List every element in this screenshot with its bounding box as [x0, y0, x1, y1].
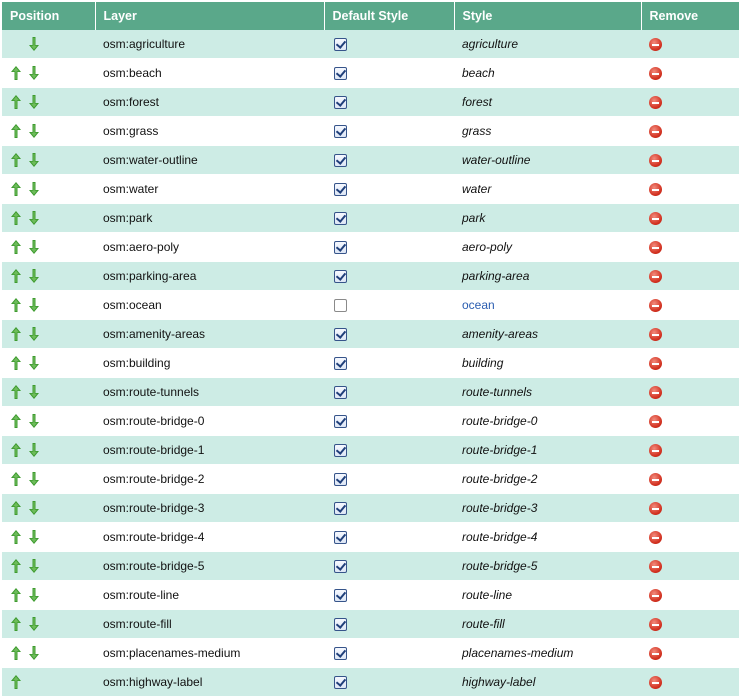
table-row — [2, 88, 739, 117]
down-arrow-icon[interactable] — [29, 240, 39, 254]
down-arrow-icon[interactable] — [29, 617, 39, 631]
up-arrow-icon[interactable] — [11, 66, 21, 80]
style-name: parking-area — [454, 262, 641, 291]
layer-name: osm:forest — [95, 88, 324, 117]
layer-name: osm:amenity-areas — [95, 320, 324, 349]
remove-cell — [641, 581, 739, 610]
default-style-cell — [324, 291, 454, 320]
layer-name: osm:placenames-medium — [95, 639, 324, 668]
table-row — [2, 262, 739, 291]
default-style-cell — [324, 436, 454, 465]
up-arrow-icon[interactable] — [11, 240, 21, 254]
layer-styles-table — [2, 2, 739, 697]
default-style-cell — [324, 668, 454, 697]
remove-icon[interactable] — [649, 241, 662, 254]
default-style-checkbox[interactable] — [334, 618, 347, 631]
layer-name: osm:route-bridge-0 — [95, 407, 324, 436]
default-style-checkbox[interactable] — [334, 560, 347, 573]
table-row — [2, 494, 739, 523]
table-row — [2, 349, 739, 378]
down-arrow-icon[interactable] — [29, 530, 39, 544]
style-name: beach — [454, 59, 641, 88]
remove-icon[interactable] — [649, 502, 662, 515]
layer-name: osm:water-outline — [95, 146, 324, 175]
style-name: grass — [454, 117, 641, 146]
up-arrow-icon[interactable] — [11, 530, 21, 544]
up-arrow-icon[interactable] — [11, 182, 21, 196]
style-name: water-outline — [454, 146, 641, 175]
table-row — [2, 407, 739, 436]
down-arrow-icon[interactable] — [29, 211, 39, 225]
default-style-checkbox[interactable] — [334, 676, 347, 689]
layer-name: osm:agriculture — [95, 30, 324, 59]
table-row — [2, 552, 739, 581]
default-style-checkbox[interactable] — [334, 154, 347, 167]
remove-icon[interactable] — [649, 67, 662, 80]
style-name: agriculture — [454, 30, 641, 59]
remove-cell — [641, 436, 739, 465]
position-cell — [2, 465, 95, 494]
remove-cell — [641, 175, 739, 204]
layer-name: osm:park — [95, 204, 324, 233]
layer-name: osm:grass — [95, 117, 324, 146]
position-cell — [2, 378, 95, 407]
position-cell — [2, 233, 95, 262]
header-style: Style — [454, 2, 641, 30]
down-arrow-icon[interactable] — [29, 327, 39, 341]
default-style-checkbox[interactable] — [334, 415, 347, 428]
layer-name: osm:route-bridge-5 — [95, 552, 324, 581]
table-row — [2, 233, 739, 262]
down-arrow-icon[interactable] — [29, 182, 39, 196]
position-cell — [2, 407, 95, 436]
position-cell — [2, 639, 95, 668]
position-cell — [2, 262, 95, 291]
remove-cell — [641, 262, 739, 291]
position-cell — [2, 175, 95, 204]
remove-cell — [641, 668, 739, 697]
layer-name: osm:route-bridge-2 — [95, 465, 324, 494]
remove-cell — [641, 117, 739, 146]
style-name: route-bridge-1 — [454, 436, 641, 465]
down-arrow-icon[interactable] — [29, 646, 39, 660]
default-style-checkbox[interactable] — [334, 531, 347, 544]
up-arrow-icon[interactable] — [11, 327, 21, 341]
remove-icon[interactable] — [649, 386, 662, 399]
layer-name: osm:aero-poly — [95, 233, 324, 262]
default-style-cell — [324, 262, 454, 291]
default-style-checkbox[interactable] — [334, 125, 347, 138]
remove-icon[interactable] — [649, 328, 662, 341]
default-style-cell — [324, 407, 454, 436]
remove-cell — [641, 494, 739, 523]
table-row — [2, 610, 739, 639]
up-arrow-icon[interactable] — [11, 95, 21, 109]
default-style-cell — [324, 610, 454, 639]
style-name: placenames-medium — [454, 639, 641, 668]
table-row — [2, 117, 739, 146]
remove-cell — [641, 639, 739, 668]
default-style-checkbox[interactable] — [334, 183, 347, 196]
table-row — [2, 204, 739, 233]
table-row — [2, 59, 739, 88]
remove-icon[interactable] — [649, 154, 662, 167]
remove-icon[interactable] — [649, 618, 662, 631]
down-arrow-icon[interactable] — [29, 501, 39, 515]
remove-cell — [641, 523, 739, 552]
table-row — [2, 465, 739, 494]
remove-cell — [641, 233, 739, 262]
style-name: highway-label — [454, 668, 641, 697]
position-cell — [2, 30, 95, 59]
layer-name: osm:ocean — [95, 291, 324, 320]
layer-name: osm:route-bridge-1 — [95, 436, 324, 465]
position-cell — [2, 146, 95, 175]
remove-icon[interactable] — [649, 415, 662, 428]
remove-icon[interactable] — [649, 560, 662, 573]
style-name: route-bridge-4 — [454, 523, 641, 552]
down-arrow-icon[interactable] — [29, 37, 39, 51]
remove-icon[interactable] — [649, 647, 662, 660]
down-arrow-icon[interactable] — [29, 298, 39, 312]
remove-icon[interactable] — [649, 212, 662, 225]
remove-cell — [641, 59, 739, 88]
up-arrow-icon[interactable] — [11, 472, 21, 486]
default-style-cell — [324, 639, 454, 668]
default-style-cell — [324, 30, 454, 59]
remove-cell — [641, 465, 739, 494]
position-cell — [2, 436, 95, 465]
position-cell — [2, 204, 95, 233]
style-name: park — [454, 204, 641, 233]
style-name: route-bridge-5 — [454, 552, 641, 581]
header-remove: Remove — [641, 2, 739, 30]
position-cell — [2, 523, 95, 552]
remove-cell — [641, 146, 739, 175]
position-cell — [2, 494, 95, 523]
table-row — [2, 291, 739, 320]
style-name: route-line — [454, 581, 641, 610]
position-cell — [2, 552, 95, 581]
position-cell — [2, 349, 95, 378]
position-cell — [2, 88, 95, 117]
table-row — [2, 175, 739, 204]
up-arrow-icon[interactable] — [11, 124, 21, 138]
remove-cell — [641, 552, 739, 581]
up-arrow-icon[interactable] — [11, 414, 21, 428]
remove-cell — [641, 291, 739, 320]
default-style-checkbox[interactable] — [334, 299, 347, 312]
position-cell — [2, 668, 95, 697]
default-style-checkbox[interactable] — [334, 328, 347, 341]
style-name: building — [454, 349, 641, 378]
layer-name: osm:route-fill — [95, 610, 324, 639]
header-default-style: Default Style — [324, 2, 454, 30]
default-style-cell — [324, 146, 454, 175]
style-name: route-fill — [454, 610, 641, 639]
default-style-checkbox[interactable] — [334, 67, 347, 80]
remove-icon[interactable] — [649, 38, 662, 51]
layer-rows — [2, 30, 739, 697]
header-position: Position — [2, 2, 95, 30]
up-arrow-icon[interactable] — [11, 153, 21, 167]
default-style-cell — [324, 117, 454, 146]
header-layer: Layer — [95, 2, 324, 30]
default-style-cell — [324, 494, 454, 523]
style-name: aero-poly — [454, 233, 641, 262]
remove-icon[interactable] — [649, 531, 662, 544]
remove-icon[interactable] — [649, 444, 662, 457]
position-cell — [2, 59, 95, 88]
remove-cell — [641, 610, 739, 639]
remove-icon[interactable] — [649, 357, 662, 370]
remove-icon[interactable] — [649, 676, 662, 689]
down-arrow-icon[interactable] — [29, 95, 39, 109]
down-arrow-icon[interactable] — [29, 588, 39, 602]
style-name: route-tunnels — [454, 378, 641, 407]
remove-icon[interactable] — [649, 589, 662, 602]
down-arrow-icon[interactable] — [29, 414, 39, 428]
layer-name: osm:building — [95, 349, 324, 378]
layer-name: osm:route-bridge-4 — [95, 523, 324, 552]
default-style-cell — [324, 204, 454, 233]
down-arrow-icon[interactable] — [29, 385, 39, 399]
default-style-checkbox[interactable] — [334, 386, 347, 399]
style-name: water — [454, 175, 641, 204]
up-arrow-icon[interactable] — [11, 385, 21, 399]
remove-cell — [641, 320, 739, 349]
remove-icon[interactable] — [649, 270, 662, 283]
remove-icon[interactable] — [649, 183, 662, 196]
up-arrow-icon[interactable] — [11, 559, 21, 573]
up-arrow-icon[interactable] — [11, 588, 21, 602]
up-arrow-icon[interactable] — [11, 675, 21, 689]
down-arrow-icon[interactable] — [29, 443, 39, 457]
remove-icon[interactable] — [649, 96, 662, 109]
style-name: amenity-areas — [454, 320, 641, 349]
down-arrow-icon[interactable] — [29, 559, 39, 573]
remove-cell — [641, 407, 739, 436]
position-cell — [2, 117, 95, 146]
default-style-checkbox[interactable] — [334, 647, 347, 660]
default-style-cell — [324, 581, 454, 610]
default-style-checkbox[interactable] — [334, 270, 347, 283]
layer-name: osm:route-line — [95, 581, 324, 610]
default-style-cell — [324, 88, 454, 117]
default-style-cell — [324, 59, 454, 88]
down-arrow-icon[interactable] — [29, 269, 39, 283]
default-style-checkbox[interactable] — [334, 589, 347, 602]
default-style-cell — [324, 523, 454, 552]
remove-cell — [641, 88, 739, 117]
default-style-checkbox[interactable] — [334, 444, 347, 457]
layer-name: osm:parking-area — [95, 262, 324, 291]
position-cell — [2, 320, 95, 349]
table-row — [2, 30, 739, 59]
style-name[interactable]: ocean — [454, 291, 641, 320]
table-row — [2, 320, 739, 349]
down-arrow-icon[interactable] — [29, 153, 39, 167]
layer-name: osm:water — [95, 175, 324, 204]
default-style-cell — [324, 378, 454, 407]
style-name: route-bridge-2 — [454, 465, 641, 494]
remove-cell — [641, 349, 739, 378]
layer-name: osm:route-bridge-3 — [95, 494, 324, 523]
default-style-checkbox[interactable] — [334, 241, 347, 254]
style-name: route-bridge-3 — [454, 494, 641, 523]
down-arrow-icon[interactable] — [29, 472, 39, 486]
remove-icon[interactable] — [649, 473, 662, 486]
layer-name: osm:beach — [95, 59, 324, 88]
style-name: forest — [454, 88, 641, 117]
remove-cell — [641, 30, 739, 59]
default-style-checkbox[interactable] — [334, 212, 347, 225]
position-cell — [2, 291, 95, 320]
up-arrow-icon[interactable] — [11, 443, 21, 457]
remove-icon[interactable] — [649, 299, 662, 312]
up-arrow-icon[interactable] — [11, 501, 21, 515]
down-arrow-icon[interactable] — [29, 124, 39, 138]
up-arrow-icon[interactable] — [11, 298, 21, 312]
down-arrow-icon[interactable] — [29, 356, 39, 370]
default-style-cell — [324, 320, 454, 349]
up-arrow-icon[interactable] — [11, 646, 21, 660]
default-style-checkbox[interactable] — [334, 357, 347, 370]
default-style-checkbox[interactable] — [334, 502, 347, 515]
default-style-checkbox[interactable] — [334, 473, 347, 486]
remove-cell — [641, 378, 739, 407]
table-row — [2, 581, 739, 610]
default-style-checkbox[interactable] — [334, 96, 347, 109]
default-style-cell — [324, 175, 454, 204]
up-arrow-icon[interactable] — [11, 211, 21, 225]
table-row — [2, 378, 739, 407]
position-cell — [2, 581, 95, 610]
table-row — [2, 523, 739, 552]
table-row — [2, 146, 739, 175]
default-style-checkbox[interactable] — [334, 38, 347, 51]
style-name: route-bridge-0 — [454, 407, 641, 436]
header-row — [2, 2, 739, 30]
table-row — [2, 668, 739, 697]
default-style-cell — [324, 349, 454, 378]
down-arrow-icon[interactable] — [29, 66, 39, 80]
default-style-cell — [324, 552, 454, 581]
up-arrow-icon[interactable] — [11, 617, 21, 631]
remove-cell — [641, 204, 739, 233]
table-row — [2, 639, 739, 668]
remove-icon[interactable] — [649, 125, 662, 138]
position-cell — [2, 610, 95, 639]
table-row — [2, 436, 739, 465]
default-style-cell — [324, 233, 454, 262]
up-arrow-icon[interactable] — [11, 269, 21, 283]
up-arrow-icon[interactable] — [11, 356, 21, 370]
default-style-cell — [324, 465, 454, 494]
layer-name: osm:route-tunnels — [95, 378, 324, 407]
layer-name: osm:highway-label — [95, 668, 324, 697]
